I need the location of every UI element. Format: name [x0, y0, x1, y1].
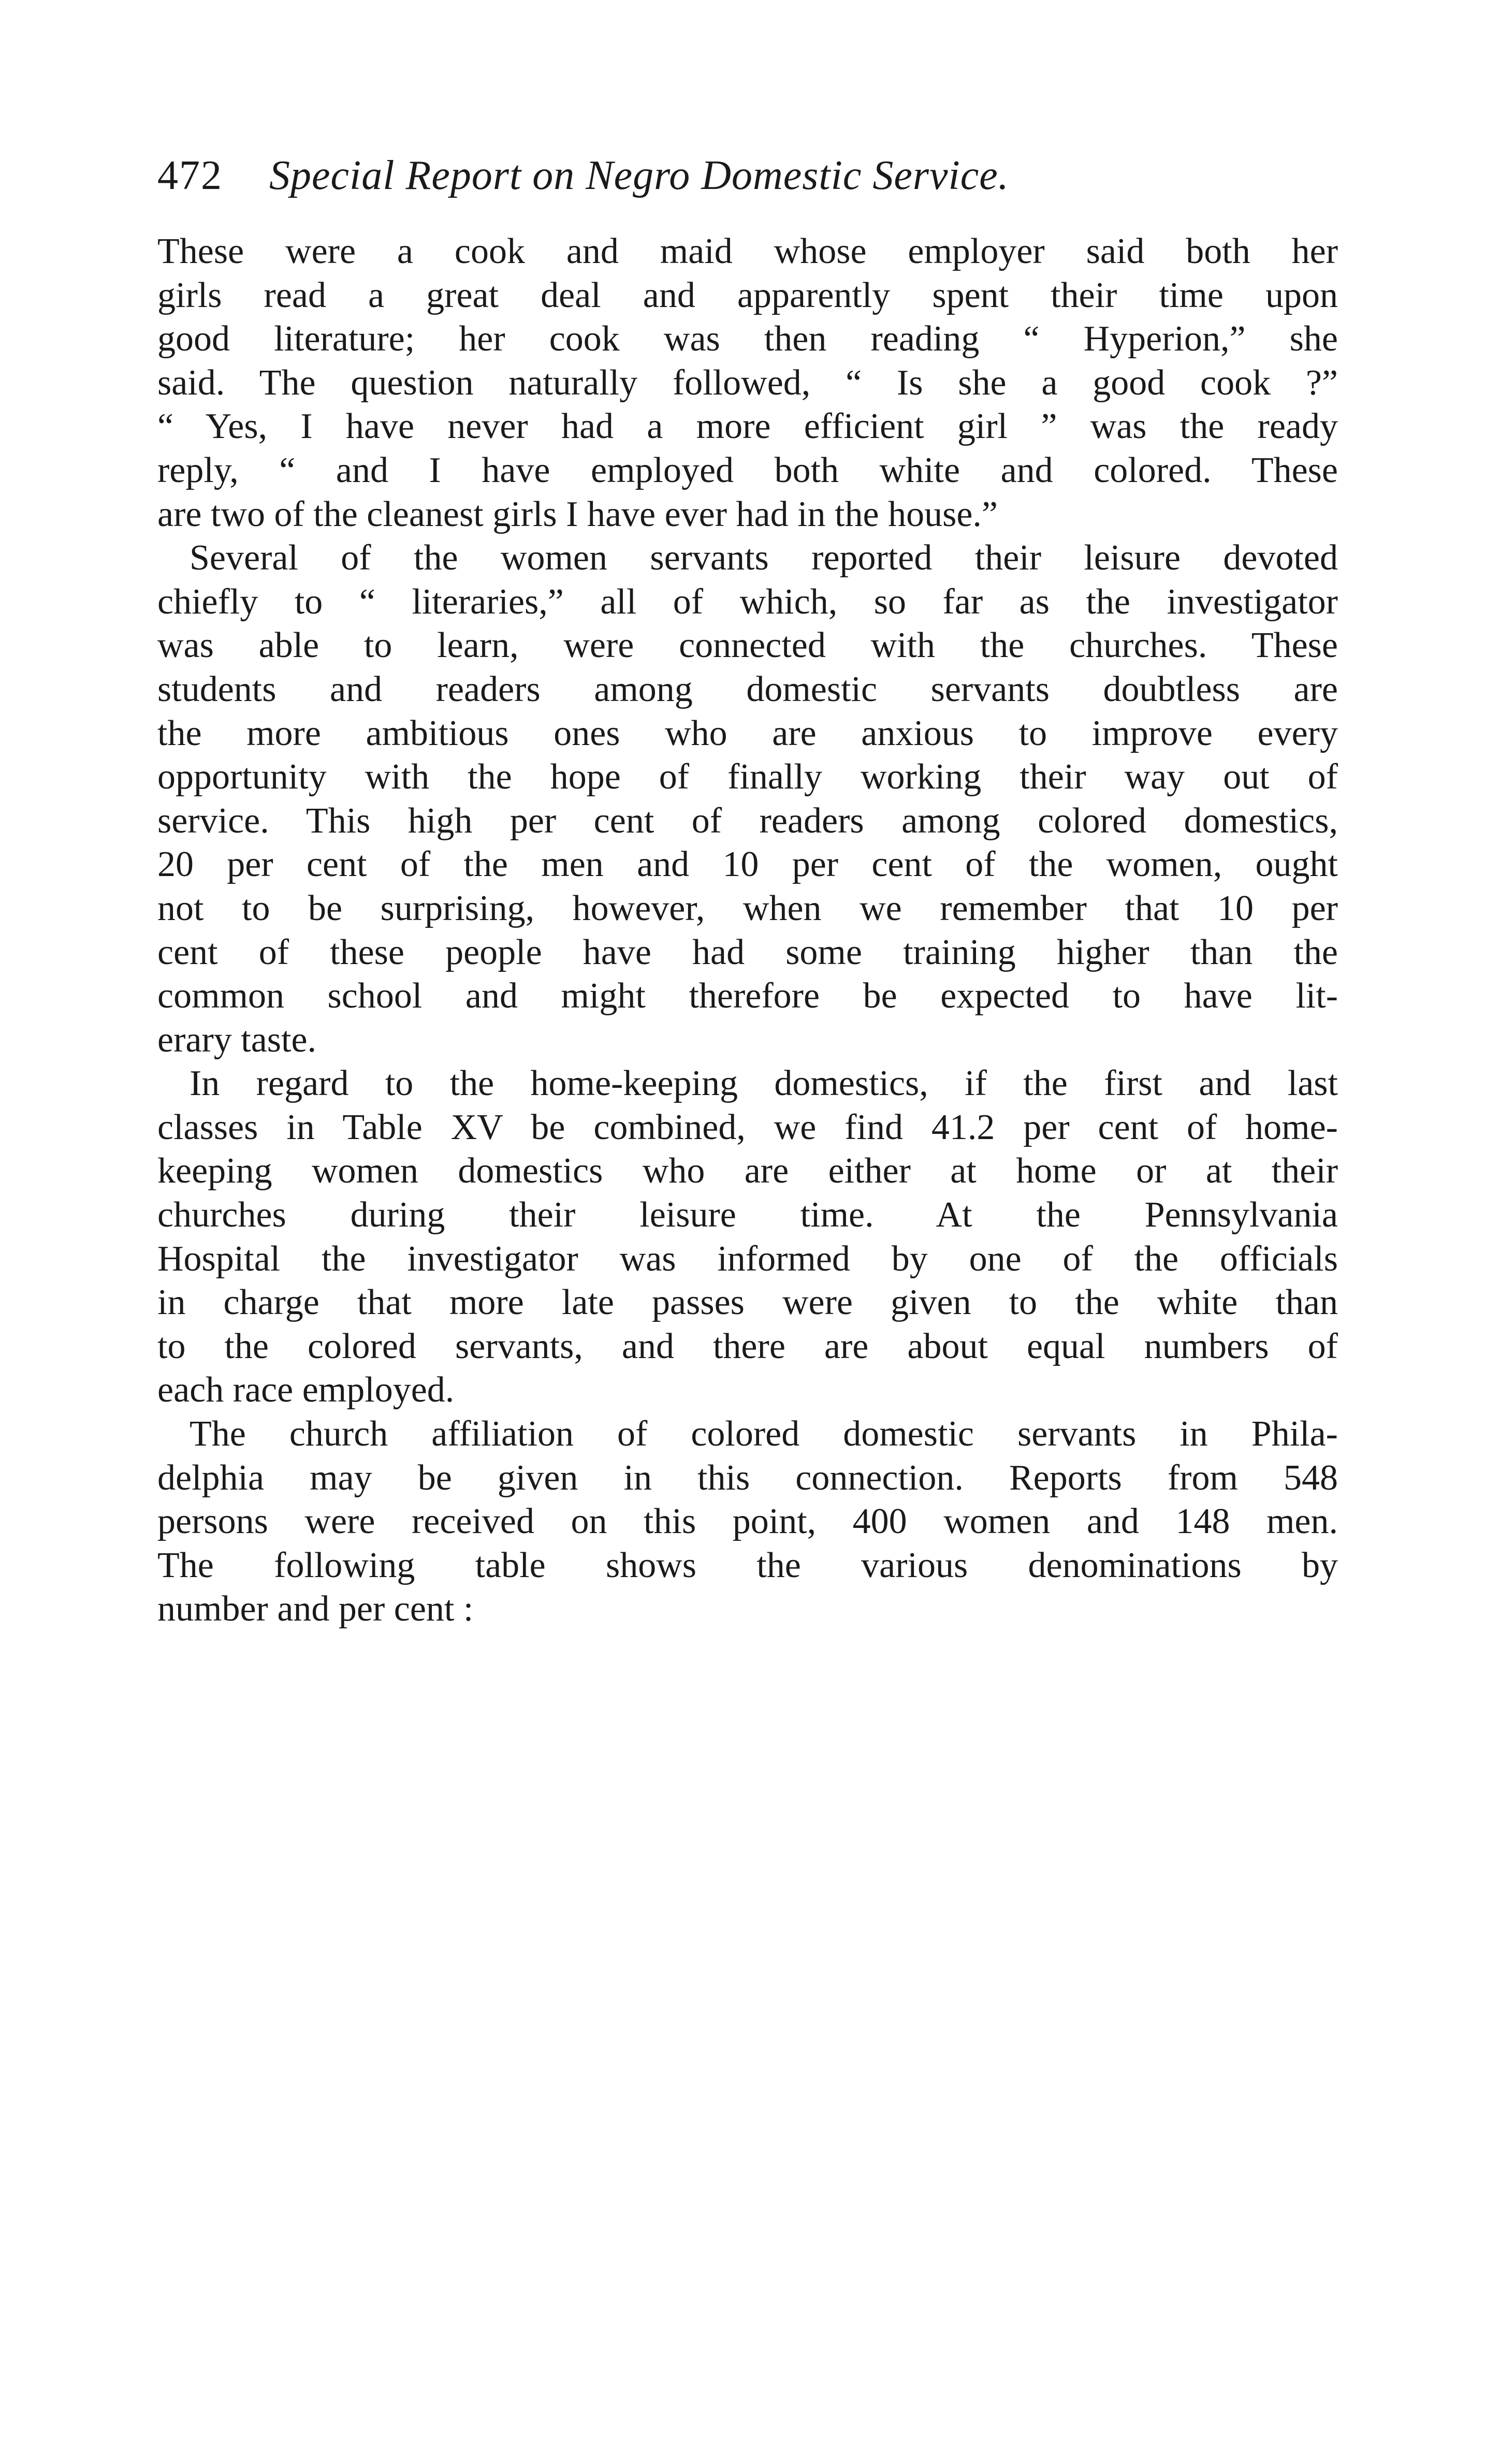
text-line: girls read a great deal and apparently spent their time upon [157, 275, 1338, 315]
text-line: churches during their leisure time. At the Pennsylvania [157, 1195, 1338, 1235]
text-line: These were a cook and maid whose employer said both her [157, 231, 1338, 271]
paragraph-4 [157, 1412, 1338, 1631]
text-line: Several of the women servants reported their leisure devoted [190, 538, 1338, 578]
text-line: to the colored servants, and there are about equal numbers of [157, 1326, 1338, 1366]
page-number: 472 [157, 153, 223, 198]
running-head [157, 147, 1338, 204]
text-line: are two of the cleanest girls I have ever had in the house.” [157, 494, 998, 534]
text-line: said. The question naturally followed, “ Is she a good cook ?” [157, 362, 1338, 403]
text-line: “ Yes, I have never had a more efficient girl ” was the ready [157, 406, 1338, 447]
text-line: the more ambitious ones who are anxious to improve every [157, 713, 1338, 753]
paragraph-3 [157, 1062, 1338, 1412]
text-line: persons were received on this point, 400 women and 148 men. [157, 1501, 1338, 1542]
running-title: Special Report on Negro Domestic Service. [269, 153, 1009, 198]
text-line: The following table shows the various denominations by [157, 1545, 1338, 1585]
text-line: In regard to the home-keeping domestics, if the first and last [190, 1063, 1338, 1104]
text-line: good literature; her cook was then reading “ Hyperion,” she [157, 319, 1338, 359]
body-text [157, 230, 1338, 1631]
text-line: classes in Table XV be combined, we find 41.2 per cent of home- [157, 1107, 1338, 1147]
text-line: The church affiliation of colored domestic servants in Phila- [190, 1414, 1338, 1454]
text-line: not to be surprising, however, when we remember that 10 per [157, 888, 1338, 928]
text-line: cent of these people have had some training higher than the [157, 932, 1338, 972]
text-line: students and readers among domestic servants doubtless are [157, 669, 1338, 709]
text-line: 20 per cent of the men and 10 per cent of the women, ought [157, 844, 1338, 885]
paragraph-2 [157, 536, 1338, 1062]
text-line: in charge that more late passes were given to the white than [157, 1282, 1338, 1323]
text-line: Hospital the investigator was informed by one of the officials [157, 1238, 1338, 1279]
paragraph-1 [157, 230, 1338, 536]
text-line: service. This high per cent of readers among colored domestics, [157, 800, 1338, 841]
text-line: was able to learn, were connected with the churches. These [157, 625, 1338, 666]
text-line: number and per cent : [157, 1589, 474, 1629]
text-line: reply, “ and I have employed both white and colored. These [157, 450, 1338, 490]
text-line: opportunity with the hope of finally working their way out of [157, 757, 1338, 797]
text-line: keeping women domestics who are either at home or at their [157, 1151, 1338, 1191]
text-line: erary taste. [157, 1019, 317, 1060]
text-line: chiefly to “ literaries,” all of which, so far as the investigator [157, 581, 1338, 622]
text-line: each race employed. [157, 1370, 455, 1410]
text-line: delphia may be given in this connection. Reports from 548 [157, 1457, 1338, 1498]
text-line: common school and might therefore be expected to have lit- [157, 976, 1338, 1016]
